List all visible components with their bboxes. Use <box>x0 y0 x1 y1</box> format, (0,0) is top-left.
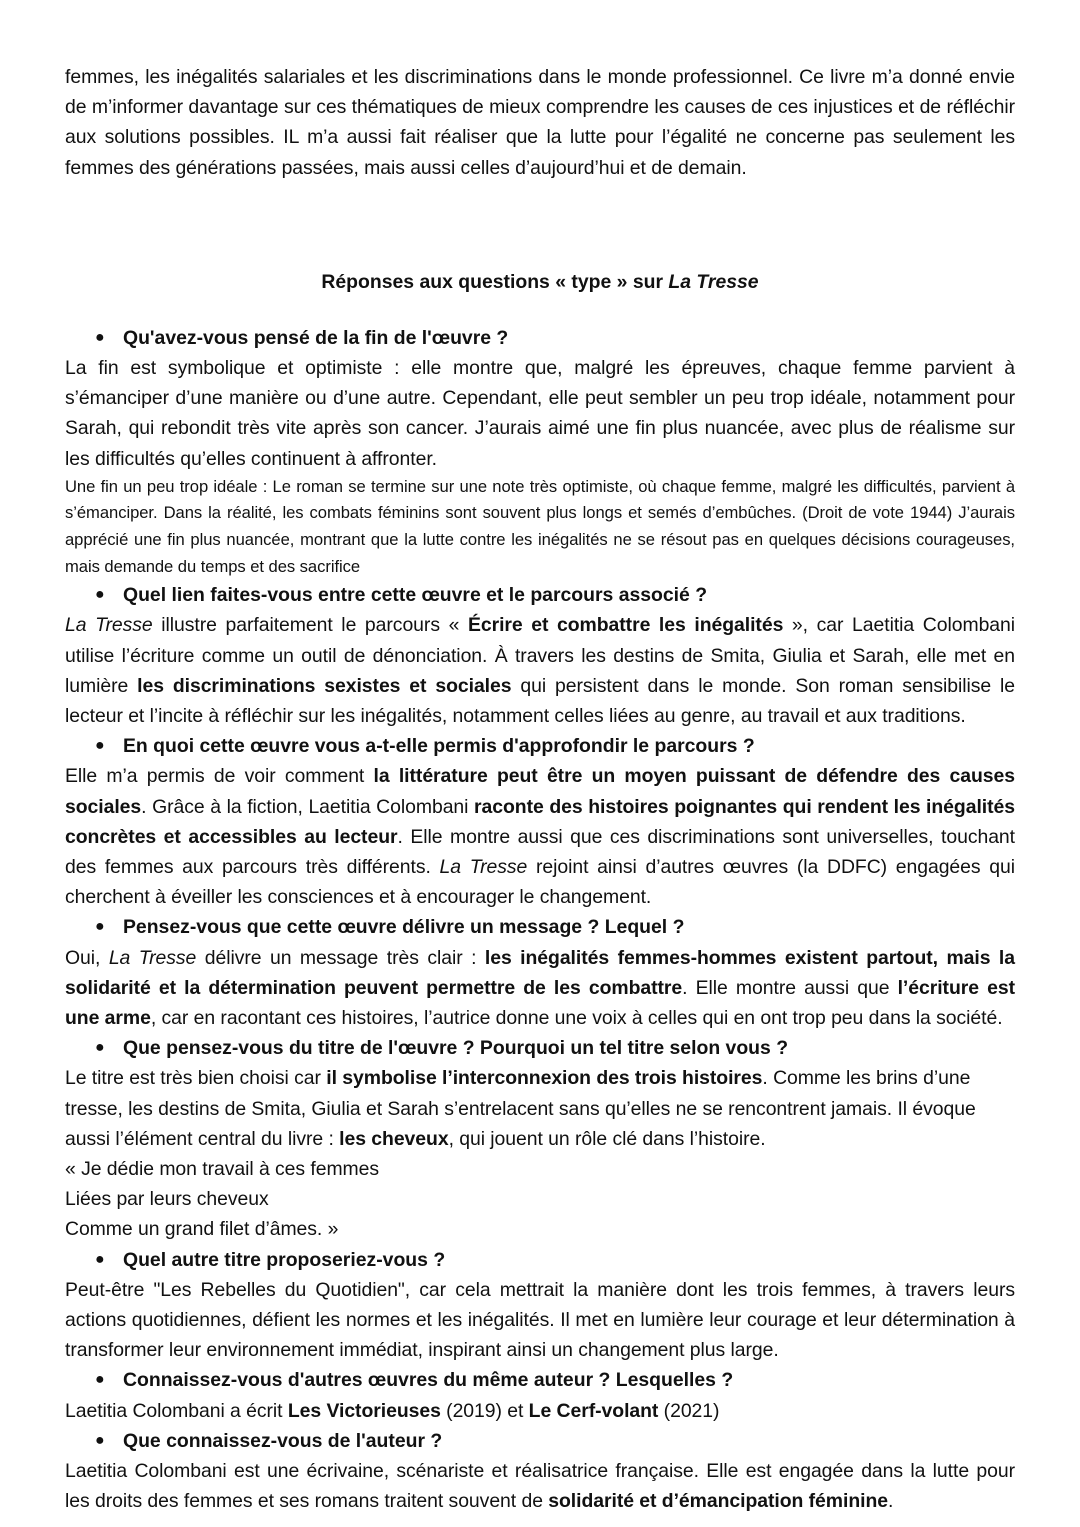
answer-segment: . Elle montre aussi que ces discriminations sont universelles, touchant des femmes aux parcours très différents. <box>65 825 1015 879</box>
answer-segment: illustre parfaitement le parcours « <box>152 614 468 637</box>
answer-segment: Le titre est très bien choisi car <box>65 1067 327 1090</box>
answer-segment: (2021) <box>658 1399 720 1422</box>
answer-segment: Oui, <box>65 946 109 969</box>
work-title-italic: La Tresse <box>65 614 153 637</box>
answer-emphasis: raconte des histoires poignantes qui rendent les inégalités concrètes et accessibles au lecteur <box>65 795 1015 848</box>
answer-emphasis: l’écriture est une arme <box>65 976 1015 1030</box>
quote-line: « Je dédie mon travail à ces femmes <box>65 1158 380 1181</box>
question-item-lien-parcours <box>65 580 1015 610</box>
answer-segment: rejoint ainsi d’autres œuvres (la DDFC) engagées qui cherchent à éveiller les consciences et à encourager le changement. <box>65 856 1015 909</box>
spacer <box>65 183 1015 267</box>
section-title <box>65 267 1015 297</box>
answer-segment: (2019) et <box>440 1399 529 1422</box>
work-title-bold: Les Victorieuses <box>287 1399 441 1422</box>
answer-segment: . Grâce à la fiction, Laetitia Colombani <box>141 795 475 818</box>
question-item-autres-oeuvres <box>65 1365 1015 1395</box>
answer-segment: », car Laetitia Colombani utilise l’écriture comme un outil de dénonciation. À travers les destins de Smita, Giulia et Sarah, elle met en lumière <box>65 614 1016 697</box>
answer-emphasis: les discriminations sexistes et sociales <box>137 674 512 697</box>
answer-segment: Elle m’a permis de voir comment <box>65 765 374 788</box>
question-item-message <box>65 912 1015 942</box>
answer-titre <box>65 1063 1015 1154</box>
question-label: En quoi cette œuvre vous a-t-elle permis d'approfondir le parcours ? <box>123 735 755 758</box>
answer-segment: . <box>887 1490 894 1513</box>
answer-emphasis: Écrire et combattre les inégalités <box>467 614 784 637</box>
question-label: Quel autre titre proposeriez-vous ? <box>123 1248 446 1271</box>
bullet-icon: ● <box>95 1371 105 1389</box>
answer-fin-oeuvre: La fin est symbolique et optimiste : elle montre que, malgré les épreuves, chaque femme parvient à s’émanciper d’une manière ou d’une autre. Cependant, elle peut sembler un peu trop idéale, notamment pour Sarah, qui rebondit très vite après son cancer. J’aurais aimé une fin plus nuancée, avec plus de réalisme sur les difficultés qu’elles continuent à affronter. <box>65 357 1015 470</box>
answer-segment: . Elle montre aussi que <box>682 976 898 999</box>
answer-auteur <box>65 1456 1015 1516</box>
bullet-icon: ● <box>95 1039 105 1057</box>
question-item-titre <box>65 1033 1015 1063</box>
question-label: Connaissez-vous d'autres œuvres du même auteur ? Lesquelles ? <box>123 1369 734 1392</box>
question-label: Quel lien faites-vous entre cette œuvre et le parcours associé ? <box>123 584 708 607</box>
answer-segment: Laetitia Colombani a écrit <box>65 1399 288 1422</box>
question-item-approfondir-parcours <box>65 731 1015 761</box>
answer-emphasis: il symbolise l’interconnexion des trois histoires <box>326 1067 763 1090</box>
question-label: Que pensez-vous du titre de l'œuvre ? Pourquoi un tel titre selon vous ? <box>123 1037 789 1060</box>
answer-segment: , car en racontant ces histoires, l’autrice donne une voix à celles qui en ont trop peu dans la société. <box>150 1007 1003 1030</box>
answer-note-fin-oeuvre: Une fin un peu trop idéale : Le roman se termine sur une note très optimiste, où chaque femme, malgré les difficultés, parvient à s’émanciper. Dans la réalité, les combats féminins sont souvent plus longs et semés d’embûches. (Droit de vote 1944) J’aurais apprécié une fin plus nuancée, montrant que la lutte contre les inégalités ne se résout pas en quelques décisions courageuses, mais demande du temps et des sacrifice <box>65 476 1015 576</box>
bullet-icon: ● <box>95 737 105 755</box>
answer-segment: délivre un message très clair : <box>196 946 485 969</box>
bullet-icon: ● <box>95 586 105 604</box>
answer-segment: qui persistent dans le monde. Son roman sensibilise le lecteur et l’incite à réfléchir sur les inégalités, notamment celles liées au genre, au travail et aux traditions. <box>65 674 1015 728</box>
question-item-autre-titre <box>65 1245 1015 1275</box>
work-title-italic: La Tresse <box>439 856 528 879</box>
section-title-work: La Tresse <box>668 270 759 293</box>
quote-line: Comme un grand filet d’âmes. » <box>65 1218 339 1241</box>
answer-emphasis: solidarité et d’émancipation féminine <box>548 1490 888 1513</box>
bullet-icon: ● <box>95 328 105 346</box>
answer-autres-oeuvres <box>65 1396 1015 1426</box>
bullet-icon: ● <box>95 918 105 936</box>
question-label: Que connaissez-vous de l'auteur ? <box>123 1429 443 1452</box>
answer-lien-parcours <box>65 610 1015 731</box>
work-title-bold: Le Cerf-volant <box>528 1399 659 1422</box>
answer-autre-titre: Peut-être "Les Rebelles du Quotidien", car cela mettrait la manière dont les trois femmes, à travers leurs actions quotidiennes, défient les normes et les inégalités. Il met en lumière leur courage et leur détermination à transformer leur environnement immédiat, inspirant ainsi un changement plus large. <box>65 1278 1015 1362</box>
question-item-fin-oeuvre <box>65 323 1015 353</box>
spacer <box>65 297 1015 323</box>
answer-message <box>65 943 1015 1034</box>
intro-paragraph: femmes, les inégalités salariales et les discriminations dans le monde professionnel. Ce livre m’a donné envie de m’informer davantage sur ces thématiques de mieux comprendre les causes de ces injustices et de réfléchir aux solutions possibles. IL m’a aussi fait réaliser que la lutte pour l’égalité ne concerne pas seulement les femmes des générations passées, mais aussi celles d’aujourd’hui et de demain. <box>65 66 1015 179</box>
question-item-auteur <box>65 1426 1015 1456</box>
answer-approfondir-parcours <box>65 761 1015 912</box>
answer-emphasis: les inégalités femmes-hommes existent partout, mais la solidarité et la détermination peuvent permettre de les combattre <box>65 946 1015 999</box>
section-title-prefix: Réponses aux questions « type » sur <box>321 270 669 293</box>
answer-segment: , qui jouent un rôle clé dans l’histoire. <box>448 1127 766 1150</box>
work-title-italic: La Tresse <box>108 946 197 969</box>
question-label: Qu'avez-vous pensé de la fin de l'œuvre ? <box>123 326 509 349</box>
bullet-icon: ● <box>95 1431 105 1449</box>
answer-emphasis: la littérature peut être un moyen puissant de défendre des causes sociales <box>65 765 1015 818</box>
answer-segment: Laetitia Colombani est une écrivaine, scénariste et réalisatrice française. Elle est engagée dans la lutte pour les droits des femmes et ses romans traitent souvent de <box>65 1460 1015 1513</box>
quote-line: Liées par leurs cheveux <box>65 1188 269 1211</box>
question-label: Pensez-vous que cette œuvre délivre un message ? Lequel ? <box>123 916 685 939</box>
answer-segment: . Comme les brins d’une tresse, les destins de Smita, Giulia et Sarah s’entrelacent sans qu’elles ne se rencontrent jamais. Il évoque aussi l’élément central du livre : <box>65 1067 976 1150</box>
answer-emphasis: les cheveux <box>339 1127 449 1150</box>
document-body <box>65 62 1015 1517</box>
bullet-icon: ● <box>95 1250 105 1268</box>
